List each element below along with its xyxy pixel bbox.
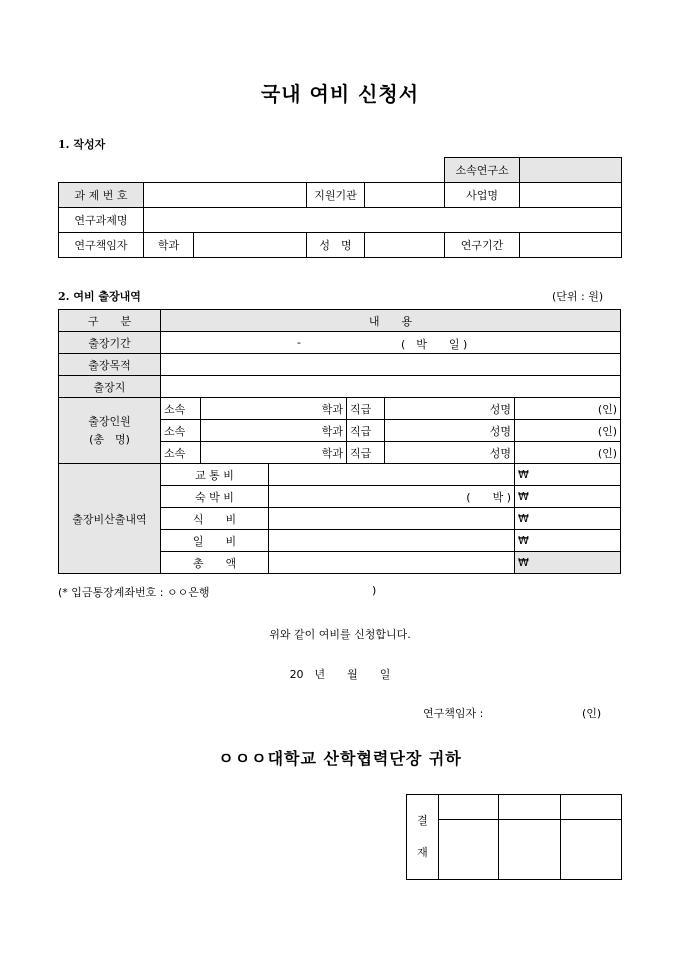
total-amount[interactable]: ₩ xyxy=(515,552,621,574)
traveler-position: 직급 xyxy=(347,398,385,420)
traveler-name[interactable]: 성명 xyxy=(385,442,515,464)
transport-cost-label: 교 통 비 xyxy=(161,464,269,486)
affiliated-institute-field[interactable] xyxy=(520,158,622,183)
document-title: 국내 여비 신청서 xyxy=(260,82,420,106)
project-no-label: 과 제 번 호 xyxy=(59,183,144,208)
approval-title-1[interactable] xyxy=(439,795,499,820)
approval-title-3[interactable] xyxy=(561,795,622,820)
nights-days: ( 박 일 ) xyxy=(401,338,468,351)
name-field[interactable] xyxy=(365,233,445,258)
total-amount-label: 총 액 xyxy=(161,552,269,574)
lodging-cost-detail[interactable]: ( 박 ) xyxy=(269,486,515,508)
approval-label-2: 재 xyxy=(417,846,428,859)
project-no-field[interactable] xyxy=(144,183,307,208)
department-field[interactable] xyxy=(194,233,307,258)
traveler-seal[interactable]: (인) xyxy=(515,398,621,420)
name-label: 성 명 xyxy=(307,233,365,258)
author-table xyxy=(58,157,622,258)
section1-heading: 1. 작성자 xyxy=(58,138,106,151)
trip-destination-field[interactable] xyxy=(161,376,621,398)
approval-table xyxy=(406,794,622,880)
daily-allowance-label: 일 비 xyxy=(161,530,269,552)
lodging-cost-amount[interactable]: ₩ xyxy=(515,486,621,508)
date-line: 20 년 월 일 xyxy=(289,668,391,681)
traveler-affiliation: 소속 xyxy=(161,442,201,464)
traveler-seal[interactable]: (인) xyxy=(515,420,621,442)
approval-sign-3[interactable] xyxy=(561,820,622,880)
traveler-dept[interactable]: 학과 xyxy=(201,420,347,442)
traveler-position: 직급 xyxy=(347,442,385,464)
business-name-field[interactable] xyxy=(520,183,622,208)
travelers-label-cell xyxy=(59,398,161,464)
traveler-dept[interactable]: 학과 xyxy=(201,442,347,464)
trip-details-table xyxy=(58,309,621,574)
affiliated-institute-label: 소속연구소 xyxy=(445,158,520,183)
content-header: 내 용 xyxy=(161,310,621,332)
pi-label: 연구책임자 xyxy=(59,233,144,258)
approval-label-1: 결 xyxy=(417,814,428,827)
traveler-name[interactable]: 성명 xyxy=(385,420,515,442)
trip-period-field[interactable] xyxy=(161,332,621,354)
project-name-field[interactable] xyxy=(144,208,622,233)
funding-agency-label: 지원기관 xyxy=(307,183,365,208)
period-dash: - xyxy=(297,336,301,349)
unit-label: (단위 : 원) xyxy=(552,290,604,303)
traveler-position: 직급 xyxy=(347,420,385,442)
request-text: 위와 같이 여비를 신청합니다. xyxy=(269,628,411,641)
meal-cost-label: 식 비 xyxy=(161,508,269,530)
traveler-dept[interactable]: 학과 xyxy=(201,398,347,420)
trip-destination-label: 출장지 xyxy=(59,376,161,398)
pi-sign-label: 연구책임자 : xyxy=(423,707,484,720)
funding-agency-field[interactable] xyxy=(365,183,445,208)
department-label: 학과 xyxy=(144,233,194,258)
account-note-close: ) xyxy=(372,584,377,597)
approval-title-2[interactable] xyxy=(499,795,561,820)
traveler-affiliation: 소속 xyxy=(161,398,201,420)
traveler-seal[interactable]: (인) xyxy=(515,442,621,464)
daily-allowance-amount[interactable]: ₩ xyxy=(515,530,621,552)
meal-cost-detail[interactable] xyxy=(269,508,515,530)
traveler-name[interactable]: 성명 xyxy=(385,398,515,420)
lodging-cost-label: 숙 박 비 xyxy=(161,486,269,508)
expense-label: 출장비산출내역 xyxy=(59,464,161,574)
section2-heading: 2. 여비 출장내역 xyxy=(58,290,141,303)
project-name-label: 연구과제명 xyxy=(59,208,144,233)
research-period-field[interactable] xyxy=(520,233,622,258)
total-amount-detail[interactable] xyxy=(269,552,515,574)
account-note: (* 입금통장계좌번호 : ㅇㅇ은행 xyxy=(58,586,210,599)
trip-purpose-field[interactable] xyxy=(161,354,621,376)
approval-sign-2[interactable] xyxy=(499,820,561,880)
business-name-label: 사업명 xyxy=(445,183,520,208)
trip-purpose-label: 출장목적 xyxy=(59,354,161,376)
approval-label-cell xyxy=(407,795,439,880)
transport-cost-amount[interactable]: ₩ xyxy=(515,464,621,486)
travelers-total: (총 명) xyxy=(89,432,130,446)
pi-seal: (인) xyxy=(582,707,602,720)
category-header: 구 분 xyxy=(59,310,161,332)
research-period-label: 연구기간 xyxy=(445,233,520,258)
travelers-label: 출장인원 xyxy=(88,414,131,428)
approval-sign-1[interactable] xyxy=(439,820,499,880)
transport-cost-detail[interactable] xyxy=(269,464,515,486)
traveler-affiliation: 소속 xyxy=(161,420,201,442)
recipient: ㅇㅇㅇ대학교 산학협력단장 귀하 xyxy=(218,749,462,768)
daily-allowance-detail[interactable] xyxy=(269,530,515,552)
meal-cost-amount[interactable]: ₩ xyxy=(515,508,621,530)
trip-period-label: 출장기간 xyxy=(59,332,161,354)
